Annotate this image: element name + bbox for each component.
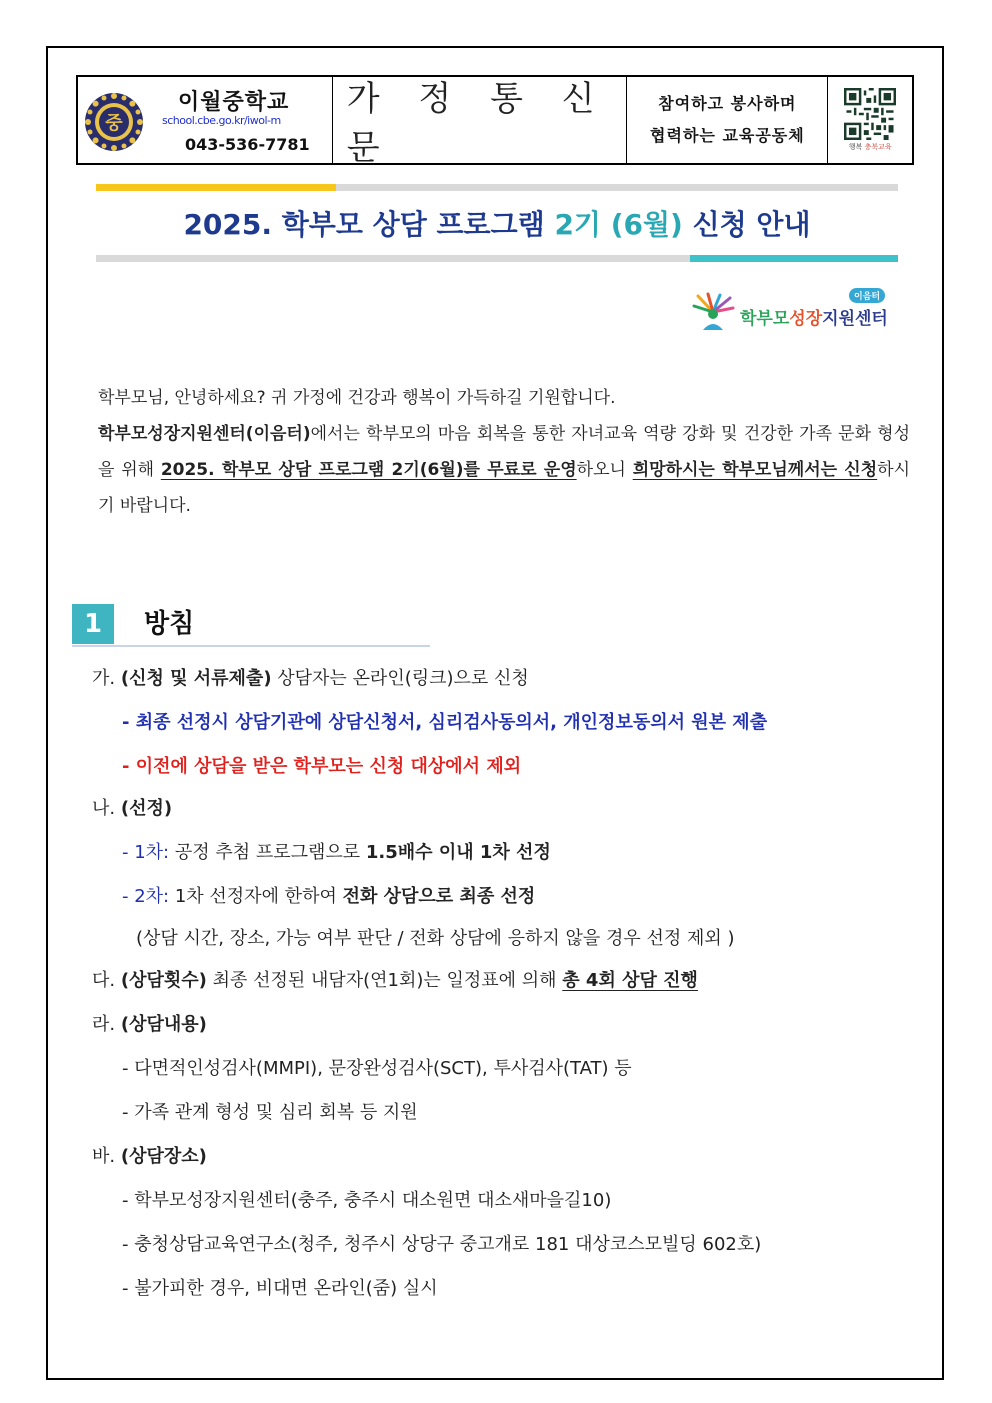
policy-ga: 가. (신청 및 서류제출) 상담자는 온라인(링크)으로 신청 <box>92 668 529 689</box>
intro-text <box>80 380 910 524</box>
people-icon <box>690 292 736 332</box>
section-underline <box>72 645 430 647</box>
intro-body: 학부모성장지원센터(이음터)에서는 학부모의 마음 회복을 통한 자녀교육 역량 강화 및 건강한 가족 문화 형성을 위해 2025. 학부모 상담 프로그램 2기(6월)를 무료로 운영하오니 희망하시는 학부모님께서는 신청하시기 바랍니다. <box>98 424 911 516</box>
logo-text: 학부모성장지원센터 <box>740 309 888 329</box>
qr-caption: 행복 충북교육 <box>848 143 892 151</box>
school-info <box>78 77 333 163</box>
policy-ra: 라. (상담내용) <box>92 1014 207 1035</box>
logo-badge: 이음터 <box>849 288 885 303</box>
newsletter-title-cell <box>333 77 628 168</box>
title-bar-bottom <box>96 255 898 262</box>
section-title: 방침 <box>144 609 195 639</box>
newsletter-header <box>76 75 914 168</box>
section-number: 1 <box>72 604 114 644</box>
page-title: 2025. 학부모 상담 프로그램 2기 (6월) 신청 안내 <box>183 208 811 241</box>
school-emblem-icon <box>84 92 144 152</box>
motto-line-2: 협력하는 교육공동체 <box>650 126 805 145</box>
policy-ba-sub3: - 불가피한 경우, 비대면 온라인(줌) 실시 <box>122 1278 438 1299</box>
policy-da: 다. (상담횟수) 최종 선정된 내담자(연1회)는 일정표에 의해 총 4회 상담 진행 <box>92 970 698 991</box>
title-bar-top <box>96 184 898 191</box>
qr-cell <box>828 77 912 163</box>
policy-ra-sub2: - 가족 관계 형성 및 심리 회복 등 지원 <box>122 1102 418 1123</box>
school-motto <box>627 77 828 163</box>
policy-ga-sub1: - 최종 선정시 상담기관에 상담신청서, 심리검사동의서, 개인정보동의서 원본 제출 <box>122 712 768 733</box>
policy-ra-sub1: - 다면적인성검사(MMPI), 문장완성검사(SCT), 투사검사(TAT) 등 <box>122 1058 632 1079</box>
school-name: 이월중학교 <box>178 90 290 115</box>
policy-na: 나. (선정) <box>92 798 173 819</box>
policy-na-sub2: - 2차: 1차 선정자에 한하여 전화 상담으로 최종 선정 <box>122 886 536 907</box>
policy-ba: 바. (상담장소) <box>92 1146 207 1167</box>
school-phone: 043-536-7781 <box>185 135 310 154</box>
policy-na-sub1: - 1차: 공정 추첨 프로그램으로 1.5배수 이내 1차 선정 <box>122 842 551 863</box>
policy-na-note: (상담 시간, 장소, 가능 여부 판단 / 전화 상담에 응하지 않을 경우 선정 제외 ) <box>136 928 735 949</box>
intro-greeting: 학부모님, 안녕하세요? 귀 가정에 건강과 행복이 가득하길 기원합니다. <box>98 388 616 408</box>
policy-ba-sub2: - 충청상담교육연구소(청주, 청주시 상당구 중고개로 181 대상코스모빌딩 602호) <box>122 1234 762 1255</box>
svg-text:중: 중 <box>105 113 123 134</box>
parent-center-logo <box>690 288 905 334</box>
qr-code-icon[interactable] <box>844 88 896 140</box>
school-url[interactable]: school.cbe.go.kr/iwol-m <box>162 114 281 127</box>
newsletter-title: 가 정 통 신 문 <box>346 79 609 168</box>
policy-ba-sub1: - 학부모성장지원센터(충주, 충주시 대소원면 대소새마을길10) <box>122 1190 612 1211</box>
motto-line-1: 참여하고 봉사하며 <box>658 94 797 113</box>
policy-ga-sub2: - 이전에 상담을 받은 학부모는 신청 대상에서 제외 <box>122 756 522 777</box>
